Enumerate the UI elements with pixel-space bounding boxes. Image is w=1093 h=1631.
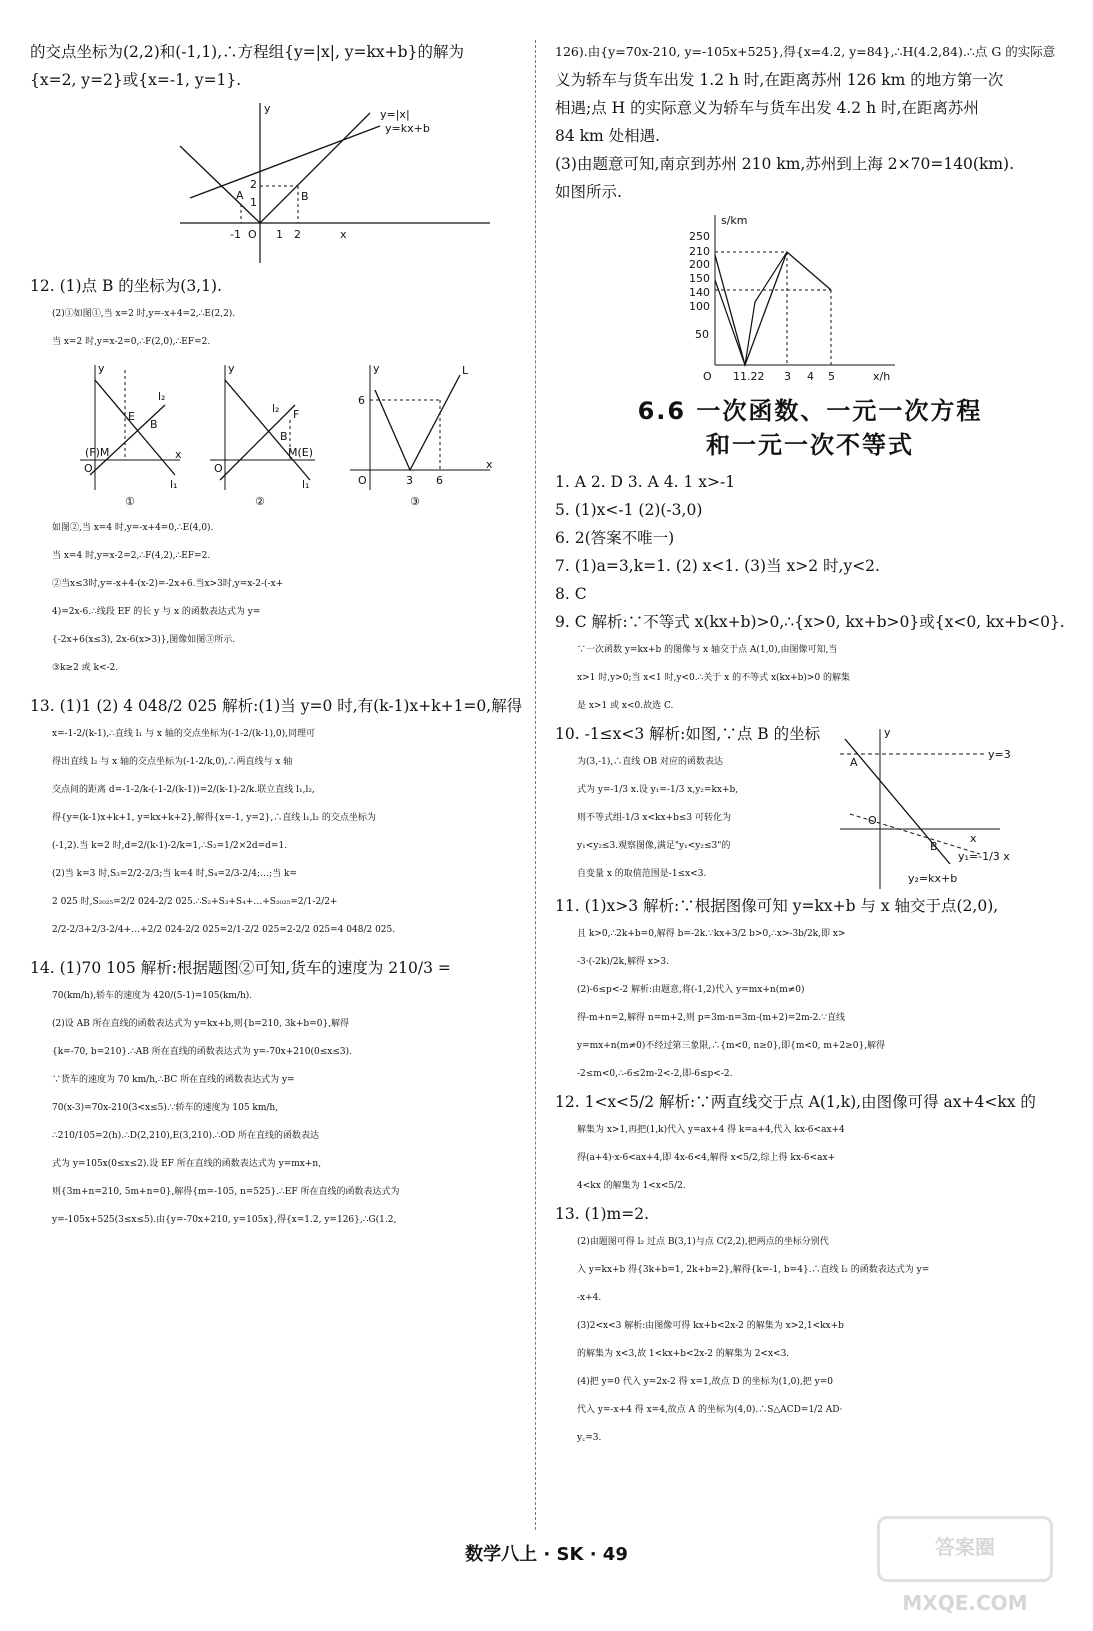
label-b: B xyxy=(150,418,158,431)
label-6: 6 xyxy=(358,394,365,407)
right-column xyxy=(555,38,1065,1452)
text-line: 当 x=2 时,y=x-2=0,∴F(2,0),∴EF=2. xyxy=(52,337,211,347)
text-line: 式为 y=-1/3 x.设 y₁=-1/3 x,y₂=kx+b, xyxy=(577,785,739,795)
text-line: ∵一次函数 y=kx+b 的图像与 x 轴交于点 A(1,0),由图像可知,当 xyxy=(577,645,838,655)
y-tick: 140 xyxy=(689,286,710,299)
text-line: 13. (1)1 (2) 4 048/2 025 解析:(1)当 y=0 时,有(k-1)x+k+1=0,解得 xyxy=(30,697,523,715)
text-line: 则{3m+n=210, 5m+n=0},解得{m=-105, n=525}.∴EF 所在直线的函数表达式为 xyxy=(52,1187,400,1197)
point-b: B xyxy=(301,190,309,203)
label-x: x xyxy=(175,448,182,461)
text-line: 1. A 2. D 3. A 4. 1 x>-1 xyxy=(555,473,736,491)
label-o: O xyxy=(358,474,367,487)
y-tick: 150 xyxy=(689,272,710,285)
point-a: A xyxy=(236,189,244,202)
label-o: O xyxy=(214,462,223,475)
x-tick: O xyxy=(248,228,257,241)
text-line: {x=2, y=2}或{x=-1, y=1}. xyxy=(30,71,242,89)
label-x: x xyxy=(486,458,493,471)
x-tick: 4 xyxy=(807,370,814,383)
text-line: 自变量 x 的取值范围是-1≤x<3. xyxy=(577,869,707,879)
text-line: 5. (1)x<-1 (2)(-3,0) xyxy=(555,501,703,519)
text-line: (-1,2).当 k=2 时,d=2/(k-1)-2/k=1,∴S₂=1/2×2d=d=1. xyxy=(52,841,288,851)
label-y: y xyxy=(98,362,105,375)
y-tick: 250 xyxy=(689,230,710,243)
text-line: 是 x>1 或 x<0.故选 C. xyxy=(577,701,674,711)
label-e: E xyxy=(128,410,135,423)
figure-3 xyxy=(350,362,493,508)
label-y1: y₁=-1/3 x xyxy=(958,850,1010,863)
text-line: 交点间的距离 d=-1-2/k-(-1-2/(k-1))=2/(k-1)-2/k.联立直线 l₁,l₂, xyxy=(52,785,315,795)
abs-function-graph xyxy=(170,98,500,268)
text-line: x>1 时,y>0;当 x<1 时,y<0.∴关于 x 的不等式 x(kx+b)>0 的解集 xyxy=(577,673,851,683)
text-line: {k=-70, b=210}.∴AB 所在直线的函数表达式为 y=-70x+210(0≤x≤3). xyxy=(52,1047,352,1057)
text-line: 为(3,-1),∴直线 OB 对应的函数表达 xyxy=(577,757,723,767)
text-line: 入 y=kx+b 得{3k+b=1, 2k+b=2},解得{k=-1, b=4}.∴直线 l₂ 的函数表达式为 y= xyxy=(577,1265,930,1275)
text-line: -2≤m<0,∴-6≤2m-2<-2,即-6≤p<-2. xyxy=(577,1069,733,1079)
tick-6: 6 xyxy=(436,474,443,487)
x-tick: 2 xyxy=(294,228,301,241)
x-tick: 1 xyxy=(276,228,283,241)
text-line: 得出直线 l₂ 与 x 轴的交点坐标为(-1-2/k,0),∴两直线与 x 轴 xyxy=(52,757,293,767)
page-footer: 数学八上 · SK · 49 xyxy=(465,1544,628,1565)
y-axis-label: s/km xyxy=(721,214,748,227)
label-l1: l₁ xyxy=(170,478,178,491)
text-line: (2)①如图①,当 x=2 时,y=-x+4=2,∴E(2,2). xyxy=(52,309,236,319)
text-line: 2 025 时,S₂₀₂₅=2/2 024-2/2 025.∴S₂+S₃+S₄+…+S₂₀₂₅=2/1-2/2+ xyxy=(52,897,338,907)
text-line: y=-105x+525(3≤x≤5).由{y=-70x+210, y=105x},得{x=1.2, y=126},∴G(1.2, xyxy=(52,1215,397,1225)
label-l2: l₂ xyxy=(158,390,166,403)
label-fm: (F)M xyxy=(85,446,110,459)
text-line: 的交点坐标为(2,2)和(-1,1),∴方程组{y=|x|, y=kx+b}的解为 xyxy=(30,43,464,61)
label-me: M(E) xyxy=(288,446,314,459)
label-f: F xyxy=(293,408,300,421)
x-tick: O xyxy=(703,370,712,383)
caption-1: ① xyxy=(125,495,135,508)
text-line: 义为轿车与货车出发 1.2 h 时,在距离苏州 126 km 的地方第一次 xyxy=(555,71,1004,89)
label-l2: l₂ xyxy=(272,402,280,415)
text-line: (2)设 AB 所在直线的函数表达式为 y=kx+b,则{b=210, 3k+b=0},解得 xyxy=(52,1019,350,1029)
text-line: y₁<y₂≤3.观察图像,满足"y₁<y₂≤3"的 xyxy=(577,841,731,851)
label-y2: y₂=kx+b xyxy=(908,872,958,885)
text-line: (2)当 k=3 时,S₃=2/2-2/3;当 k=4 时,S₄=2/3-2/4;…;当 k= xyxy=(52,869,297,879)
text-line: ②当x≤3时,y=-x+4-(x-2)=-2x+6.当x>3时,y=x-2-(-x+ xyxy=(52,579,284,589)
watermark-logo: 答案圈 MXQE.COM xyxy=(877,1516,1053,1582)
text-line: 得{y=(k-1)x+k+1, y=kx+k+2},解得{x=-1, y=2},∴直线 l₁,l₂ 的交点坐标为 xyxy=(52,813,376,823)
text-line: 式为 y=105x(0≤x≤2).设 EF 所在直线的函数表达式为 y=mx+n, xyxy=(52,1159,322,1169)
section-subtitle: 和一元一次不等式 xyxy=(706,431,914,459)
y-tick-1: 1 xyxy=(250,196,257,209)
text-line: 14. (1)70 105 解析:根据题图②可知,货车的速度为 210/3 = xyxy=(30,959,451,977)
text-line: 13. (1)m=2. xyxy=(555,1205,650,1223)
label-y3: y=3 xyxy=(988,748,1011,761)
y-axis-label: y xyxy=(264,102,271,115)
section-title: 6.6 一次函数、一元一次方程 xyxy=(637,397,983,425)
y-tick: 210 xyxy=(689,245,710,258)
figure-2 xyxy=(210,362,315,508)
x-axis-label: x xyxy=(340,228,347,241)
text-line: ∵货车的速度为 70 km/h,∴BC 所在直线的函数表达式为 y= xyxy=(52,1075,295,1085)
text-line: {-2x+6(x≤3), 2x-6(x>3)},图像如图③所示. xyxy=(52,635,236,645)
text-line: 12. (1)点 B 的坐标为(3,1). xyxy=(30,277,222,295)
text-line: 4)=2x-6.∴线段 EF 的长 y 与 x 的函数表达式为 y= xyxy=(52,607,261,617)
label-o: O xyxy=(84,462,93,475)
text-line: 如图所示. xyxy=(555,183,622,201)
x-axis-label: x/h xyxy=(873,370,891,383)
text-line: 的解集为 x<3,故 1<kx+b<2x-2 的解集为 2<x<3. xyxy=(577,1349,790,1359)
text-line: 70(km/h),轿车的速度为 420/(5-1)=105(km/h). xyxy=(52,991,253,1001)
text-line: 解集为 x>1,再把(1,k)代入 y=ax+4 得 k=a+4,代入 kx-6<ax+4 xyxy=(577,1125,845,1135)
text-line: 相遇;点 H 的实际意义为轿车与货车出发 4.2 h 时,在距离苏州 xyxy=(555,99,979,117)
text-line: 得-m+n=2,解得 n=m+2,则 p=3m-n=3m-(m+2)=2m-2.∵直线 xyxy=(577,1013,845,1023)
text-line: ∴210/105=2(h).∴D(2,210),E(3,210).∴OD 所在直线的函数表达 xyxy=(52,1131,320,1141)
text-line: 84 km 处相遇. xyxy=(555,127,661,145)
label-linear: y=kx+b xyxy=(385,122,430,135)
label-a: A xyxy=(850,756,858,769)
text-line: y=mx+n(m≠0)不经过第三象限,∴{m<0, n≥0},即{m<0, m+2≥0},解得 xyxy=(577,1041,886,1051)
text-line: 12. 1<x<5/2 解析:∵两直线交于点 A(1,k),由图像可得 ax+4<kx 的 xyxy=(555,1093,1036,1111)
x-tick: -1 xyxy=(230,228,241,241)
text-line: 9. C 解析:∵不等式 x(kx+b)>0,∴{x>0, kx+b>0}或{x<0, kx+b<0}. xyxy=(555,613,1065,631)
label-b: B xyxy=(280,430,288,443)
figure-1 xyxy=(80,362,182,508)
text-line: 11. (1)x>3 解析:∵根据图像可知 y=kx+b 与 x 轴交于点(2,0), xyxy=(555,897,999,915)
text-line: 6. 2(答案不唯一) xyxy=(555,529,675,547)
text-line: x=-1-2/(k-1),∴直线 l₁ 与 x 轴的交点坐标为(-1-2/(k-1),0),同理可 xyxy=(52,729,315,739)
y-tick: 200 xyxy=(689,258,710,271)
text-line: -3·(-2k)/2k,解得 x>3. xyxy=(577,957,670,967)
q10-graph xyxy=(840,724,1060,894)
text-line: 8. C xyxy=(555,585,587,603)
text-line: -x+4. xyxy=(577,1293,602,1303)
left-column xyxy=(30,38,523,1234)
column-divider xyxy=(535,40,536,1530)
caption-3: ③ xyxy=(410,495,420,508)
tick-3: 3 xyxy=(406,474,413,487)
text-line: (3)由题意可知,南京到苏州 210 km,苏州到上海 2×70=140(km). xyxy=(555,155,1015,173)
text-line: (2)-6≤p<-2 解析:由题意,将(-1,2)代入 y=mx+n(m≠0) xyxy=(577,985,805,995)
text-line: 当 x=4 时,y=x-2=2,∴F(4,2),∴EF=2. xyxy=(52,551,211,561)
label-y: y xyxy=(373,362,380,375)
text-line: 如图②,当 x=4 时,y=-x+4=0,∴E(4,0). xyxy=(52,523,214,533)
text-line: ③k≥2 或 k<-2. xyxy=(52,663,119,673)
text-line: y꜀=3. xyxy=(577,1433,602,1443)
x-tick: 11.22 xyxy=(733,370,765,383)
y-tick: 100 xyxy=(689,300,710,313)
label-x: x xyxy=(970,832,977,845)
text-line: 4<kx 的解集为 1<x<5/2. xyxy=(577,1181,686,1191)
x-tick: 5 xyxy=(828,370,835,383)
y-tick: 50 xyxy=(695,328,709,341)
text-line: (3)2<x<3 解析:由图像可得 kx+b<2x-2 的解集为 x>2,1<kx+b xyxy=(577,1321,844,1331)
text-line: 70(x-3)=70x-210(3<x≤5).∵轿车的速度为 105 km/h, xyxy=(52,1103,279,1113)
text-line: 且 k>0,∴2k+b=0,解得 b=-2k.∵kx+3/2 b>0,∴x>-3b/2k,即 x> xyxy=(577,929,846,939)
label-L: L xyxy=(462,364,469,377)
caption-2: ② xyxy=(255,495,265,508)
text-line: 代入 y=-x+4 得 x=4,故点 A 的坐标为(4,0).∴S△ACD=1/2 AD· xyxy=(577,1405,843,1415)
distance-time-graph xyxy=(685,210,905,390)
text-line: 得(a+4)·x-6<ax+4,即 4x-6<4,解得 x<5/2,综上得 kx-6<ax+ xyxy=(577,1153,836,1163)
text-line: 则不等式组-1/3 x<kx+b≤3 可转化为 xyxy=(577,813,731,823)
text-line: 2/2-2/3+2/3-2/4+…+2/2 024-2/2 025=2/1-2/2 025=2-2/2 025=4 048/2 025. xyxy=(52,925,396,935)
text-line: (2)由题图可得 l₂ 过点 B(3,1)与点 C(2,2),把两点的坐标分别代 xyxy=(577,1237,829,1247)
text-line: 10. -1≤x<3 解析:如图,∵点 B 的坐标 xyxy=(555,725,821,743)
figures-row xyxy=(80,360,550,510)
label-o: O xyxy=(868,814,877,827)
y-tick-2: 2 xyxy=(250,178,257,191)
text-line: 7. (1)a=3,k=1. (2) x<1. (3)当 x>2 时,y<2. xyxy=(555,557,880,575)
text-line: 126).由{y=70x-210, y=-105x+525},得{x=4.2, y=84},∴H(4.2,84).∴点 G 的实际意 xyxy=(555,44,1056,59)
x-tick: 3 xyxy=(784,370,791,383)
label-abs: y=|x| xyxy=(380,108,410,121)
label-b: B xyxy=(930,840,938,853)
q10-block xyxy=(555,720,1065,892)
label-l1: l₁ xyxy=(302,478,310,491)
label-y: y xyxy=(228,362,235,375)
text-line: (4)把 y=0 代入 y=2x-2 得 x=1,故点 D 的坐标为(1,0),把 y=0 xyxy=(577,1377,833,1387)
label-y: y xyxy=(884,726,891,739)
